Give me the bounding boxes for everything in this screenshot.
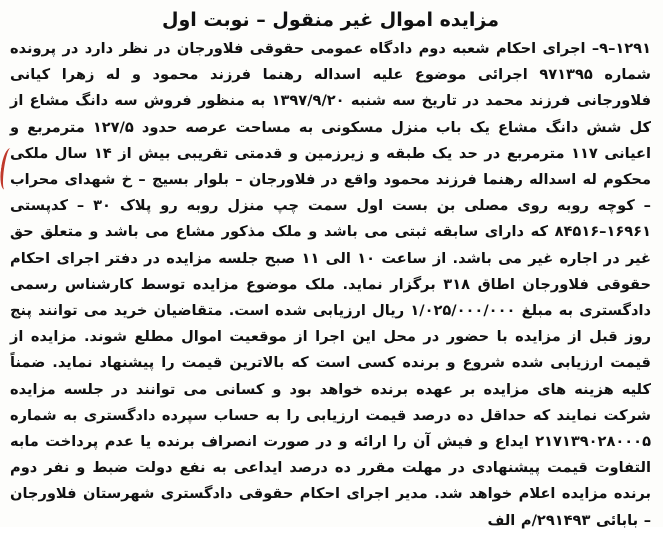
- notice-title: مزایده اموال غیر منقول – نوبت اول: [161, 9, 500, 31]
- notice-body: ۱۲۹۱–۹– اجرای احکام شعبه دوم دادگاه عمومی حقوقی فلاورجان در نظر دارد در پرونده شماره ۹۷۱۳۹۵ اجرائی موضوع علیه اسداله رهنما فرزند محمود و له زهرا کیانی فلاورجانی فرزند محمد در تاریخ سه شنبه ۱۳۹۷/۹/۲۰ به منظور فروش سه دانگ مشاع از کل شش دانگ مشاع یک باب منزل مسکونی به مساحت عرصه حدود ۱۲۷/۵ مترمربع و اعیانی ۱۱۷ مترمربع در حد یک طبقه و زیرزمین و قدمتی تقریبی بیش از ۱۴ سال ملکی محکوم له اسداله رهنما فرزند محمود واقع در فلاورجان – بلوار بسیج – خ شهدای محراب – کوچه روبه روی مصلی بن بست اول سمت چپ منزل روبه رو پلاک ۳۰ – کدپستی ۱۶۹۶۱–۸۴۵۱۶ که دارای سابقه ثبتی می باشد و ملک مذکور مشاع می باشد و متعلق حق غیر در اجاره غیر می باشد. از ساعت ۱۰ الی ۱۱ صبح جلسه مزایده در دفتر اجرای احکام حقوقی فلاورجان اطاق ۳۱۸ برگزار نماید. ملک موضوع مزایده توسط کارشناس رسمی دادگستری به مبلغ ۱/۰۲۵/۰۰۰/۰۰۰ ریال ارزیابی شده است. متقاضیان خرید می توانند پنج روز قبل از مزایده با حضور در محل این اجرا از موقعیت اموال مطلع شوند. مزایده از قیمت ارزیابی شده شروع و برنده کسی است که بالاترین قیمت را پیشنهاد نماید. ضمناً کلیه هزینه های مزایده بر عهده برنده خواهد بود و کسانی می توانند در جلسه مزایده شرکت نمایند که حداقل ده درصد قیمت ارزیابی را به حساب سپرده دادگستری به شماره ۲۱۷۱۳۹۰۲۸۰۰۰۵ ایداع و فیش آن را ارائه و در صورت انصراف برنده یا عدم پرداخت مابه التفاوت قیمت پیشنهادی در مهلت مقرر ده درصد ایداعی به نفع دولت ضبط و نفر دوم برنده مزایده اعلام خواهد شد. مدیر اجرای احکام حقوقی دادگستری شهرستان فلاورجان – بابائی ۲۹۱۴۹۳/م الف: [10, 40, 652, 529]
